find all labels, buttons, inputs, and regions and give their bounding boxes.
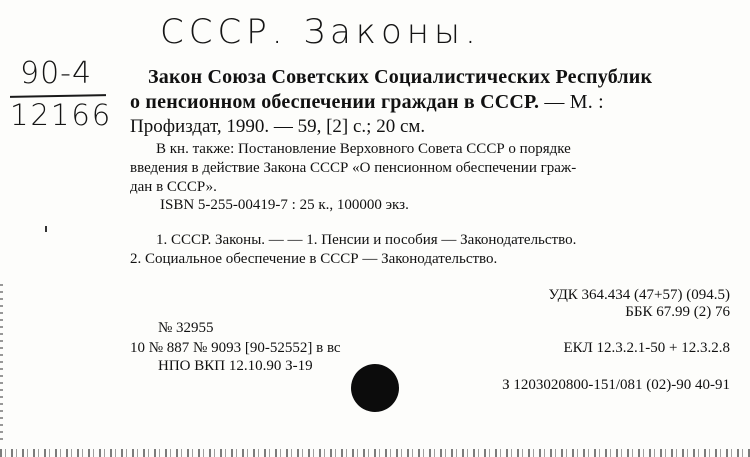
note-line-1: В кн. также: Постановление Верховного Совета СССР о порядке (156, 141, 571, 157)
card-bottom-edge (0, 449, 750, 457)
punch-hole (351, 364, 399, 412)
title-line-3: Профиздат, 1990. — 59, [2] с.; 20 см. (130, 116, 426, 137)
subject-line-2: 2. Социальное обеспечение в СССР — Законодательство. (130, 251, 498, 267)
handwritten-code-top: 90-4 (20, 56, 93, 91)
title-line-2 (130, 91, 604, 114)
print-line-3: НПО ВКП 12.10.90 З-19 (158, 358, 313, 374)
isbn-line: ISBN 5-255-00419-7 : 25 к., 100000 экз. (160, 197, 409, 213)
udk-code: УДК 364.434 (47+57) (094.5) (548, 287, 730, 303)
title-line-2-rest: — М. : (539, 91, 604, 113)
note-line-2: введения в действие Закона СССР «О пенсионном обеспечении граж- (130, 160, 577, 176)
title-line-1: Закон Союза Советских Социалистических Республик (148, 66, 653, 88)
card-left-edge (0, 280, 3, 440)
title-line-2-bold: о пенсионном обеспечении граждан в СССР. (130, 91, 540, 113)
subject-line-1: 1. СССР. Законы. — — 1. Пенсии и пособия — Законодательство. (156, 232, 577, 248)
note-line-3: дан в СССР». (130, 179, 217, 195)
ekl-code: ЕКЛ 12.3.2.1-50 + 12.3.2.8 (563, 340, 730, 356)
publisher-code: З 1203020800-151/081 (02)-90 40-91 (502, 377, 730, 393)
print-line-2: 10 № 887 № 9093 [90-52552] в вс (130, 340, 341, 356)
print-number: № 32955 (158, 320, 214, 336)
bbk-code: ББК 67.99 (2) 76 (625, 304, 730, 320)
handwritten-code-bottom: 12166 (10, 98, 113, 132)
handwritten-header: СССР. Законы. (160, 12, 481, 52)
ink-speck (45, 226, 47, 232)
